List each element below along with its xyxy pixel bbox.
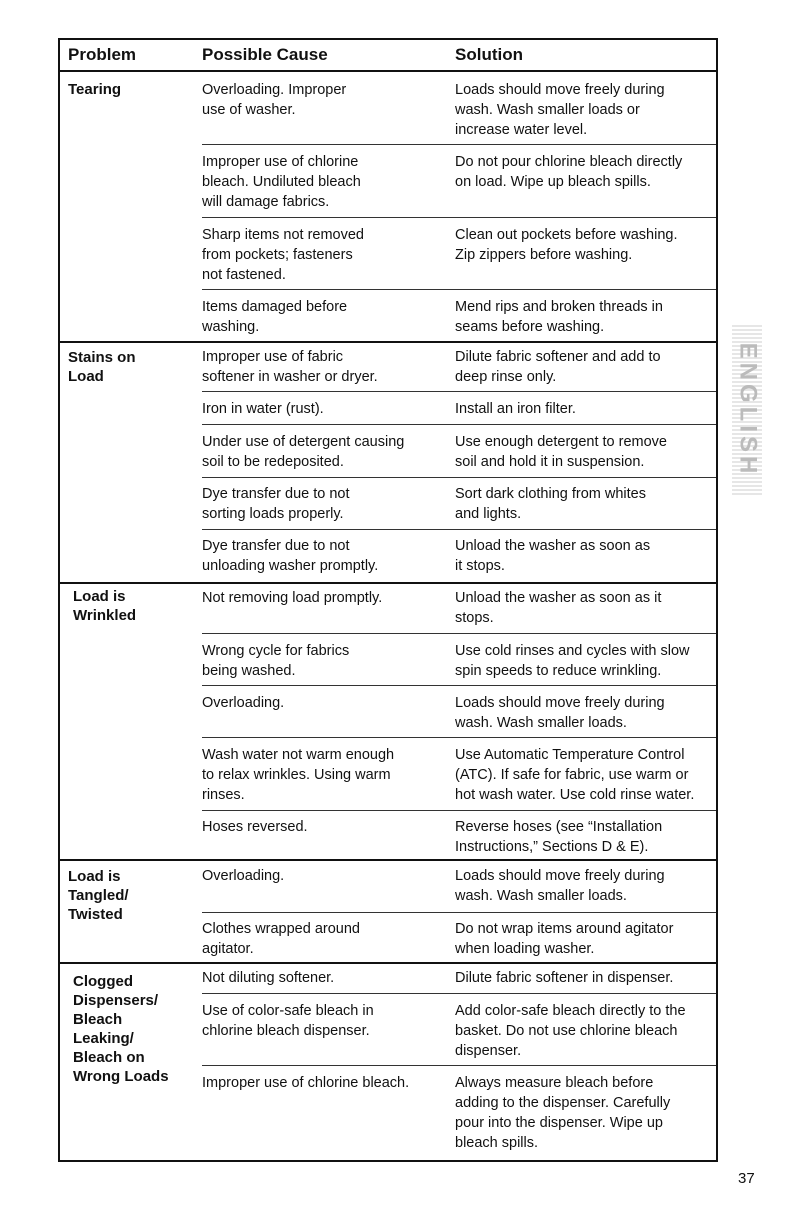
- cause-cell: Overloading. Improper use of washer.: [202, 82, 347, 118]
- row-divider: [202, 912, 716, 913]
- cause-cell: Improper use of fabric softener in washer or dryer.: [202, 349, 378, 385]
- row-divider: [202, 477, 716, 478]
- cause-cell: Wash water not warm enough to relax wrinkles. Using warm rinses.: [202, 747, 395, 803]
- problem-label: Clogged Dispensers/ Bleach Leaking/ Bleach on Wrong Loads: [73, 973, 169, 1085]
- language-side-tab: [732, 325, 762, 495]
- row-divider: [202, 633, 716, 634]
- cause-cell: Dye transfer due to not sorting loads properly.: [202, 486, 350, 522]
- cause-cell: Not removing load promptly.: [202, 590, 383, 606]
- cause-cell: Improper use of chlorine bleach. Undiluted bleach will damage fabrics.: [202, 154, 361, 210]
- solution-cell: Do not wrap items around agitator when loading washer.: [455, 921, 674, 957]
- cause-cell: Hoses reversed.: [202, 819, 308, 835]
- cause-cell: Not diluting softener.: [202, 970, 335, 986]
- cause-cell: Wrong cycle for fabrics being washed.: [202, 643, 350, 679]
- row-divider: [202, 810, 716, 811]
- cause-cell: Clothes wrapped around agitator.: [202, 921, 360, 957]
- solution-cell: Sort dark clothing from whites and lights.: [455, 486, 646, 522]
- row-divider: [202, 993, 716, 994]
- troubleshooting-table: [58, 38, 718, 1162]
- header-solution: Solution: [455, 45, 523, 64]
- cause-cell: Items damaged before washing.: [202, 299, 348, 335]
- side-tab-label: ENGLISH: [734, 342, 761, 478]
- page-number: 37: [738, 1170, 755, 1187]
- row-divider: [202, 1065, 716, 1066]
- cause-cell: Sharp items not removed from pockets; fasteners not fastened.: [202, 227, 364, 283]
- solution-cell: Reverse hoses (see “Installation Instructions,” Sections D & E).: [455, 819, 663, 855]
- solution-cell: Use cold rinses and cycles with slow spin speeds to reduce wrinkling.: [455, 643, 690, 679]
- solution-cell: Loads should move freely during wash. Wash smaller loads.: [455, 868, 665, 904]
- problem-group-tearing: [60, 72, 716, 343]
- solution-cell: Unload the washer as soon as it stops.: [455, 538, 651, 574]
- solution-cell: Always measure bleach before adding to the dispenser. Carefully pour into the dispenser. Wipe up bleach spills.: [455, 1075, 671, 1151]
- row-divider: [202, 424, 716, 425]
- problem-group-load-wrinkled: [60, 584, 716, 861]
- cause-cell: Dye transfer due to not unloading washer promptly.: [202, 538, 379, 574]
- row-divider: [202, 737, 716, 738]
- row-divider: [202, 685, 716, 686]
- solution-cell: Dilute fabric softener and add to deep rinse only.: [455, 349, 661, 385]
- solution-cell: Unload the washer as soon as it stops.: [455, 590, 662, 626]
- problem-group-clogged-dispensers: [60, 964, 716, 1162]
- row-divider: [202, 144, 716, 145]
- row-divider: [202, 529, 716, 530]
- problem-label: Load is Wrinkled: [73, 588, 137, 624]
- header-problem: Problem: [68, 45, 137, 64]
- cause-cell: Use of color-safe bleach in chlorine bleach dispenser.: [202, 1003, 374, 1039]
- cause-cell: Improper use of chlorine bleach.: [202, 1075, 410, 1091]
- problem-group-load-tangled: [60, 861, 716, 964]
- problem-label: Stains on Load: [68, 349, 136, 385]
- solution-cell: Use Automatic Temperature Control (ATC). If safe for fabric, use warm or hot wash water. Use cold rinse water.: [455, 747, 695, 803]
- cause-cell: Under use of detergent causing soil to be redeposited.: [202, 434, 405, 470]
- table-header: [60, 40, 716, 72]
- cause-cell: Overloading.: [202, 695, 285, 711]
- row-divider: [202, 217, 716, 218]
- solution-cell: Do not pour chlorine bleach directly on load. Wipe up bleach spills.: [455, 154, 683, 190]
- row-divider: [202, 289, 716, 290]
- problem-group-stains-on-load: [60, 343, 716, 584]
- problem-label: Load is Tangled/ Twisted: [68, 868, 129, 923]
- solution-cell: Mend rips and broken threads in seams before washing.: [455, 299, 663, 335]
- solution-cell: Loads should move freely during wash. Wash smaller loads.: [455, 695, 665, 731]
- solution-cell: Loads should move freely during wash. Wash smaller loads or increase water level.: [455, 82, 665, 138]
- row-divider: [202, 391, 716, 392]
- cause-cell: Iron in water (rust).: [202, 401, 324, 417]
- solution-cell: Dilute fabric softener in dispenser.: [455, 970, 674, 986]
- cause-cell: Overloading.: [202, 868, 285, 884]
- header-possible-cause: Possible Cause: [202, 45, 328, 64]
- solution-cell: Use enough detergent to remove soil and hold it in suspension.: [455, 434, 667, 470]
- solution-cell: Install an iron filter.: [455, 401, 576, 417]
- solution-cell: Add color-safe bleach directly to the basket. Do not use chlorine bleach dispenser.: [455, 1003, 686, 1059]
- solution-cell: Clean out pockets before washing. Zip zippers before washing.: [455, 227, 678, 263]
- problem-label: Tearing: [68, 81, 122, 98]
